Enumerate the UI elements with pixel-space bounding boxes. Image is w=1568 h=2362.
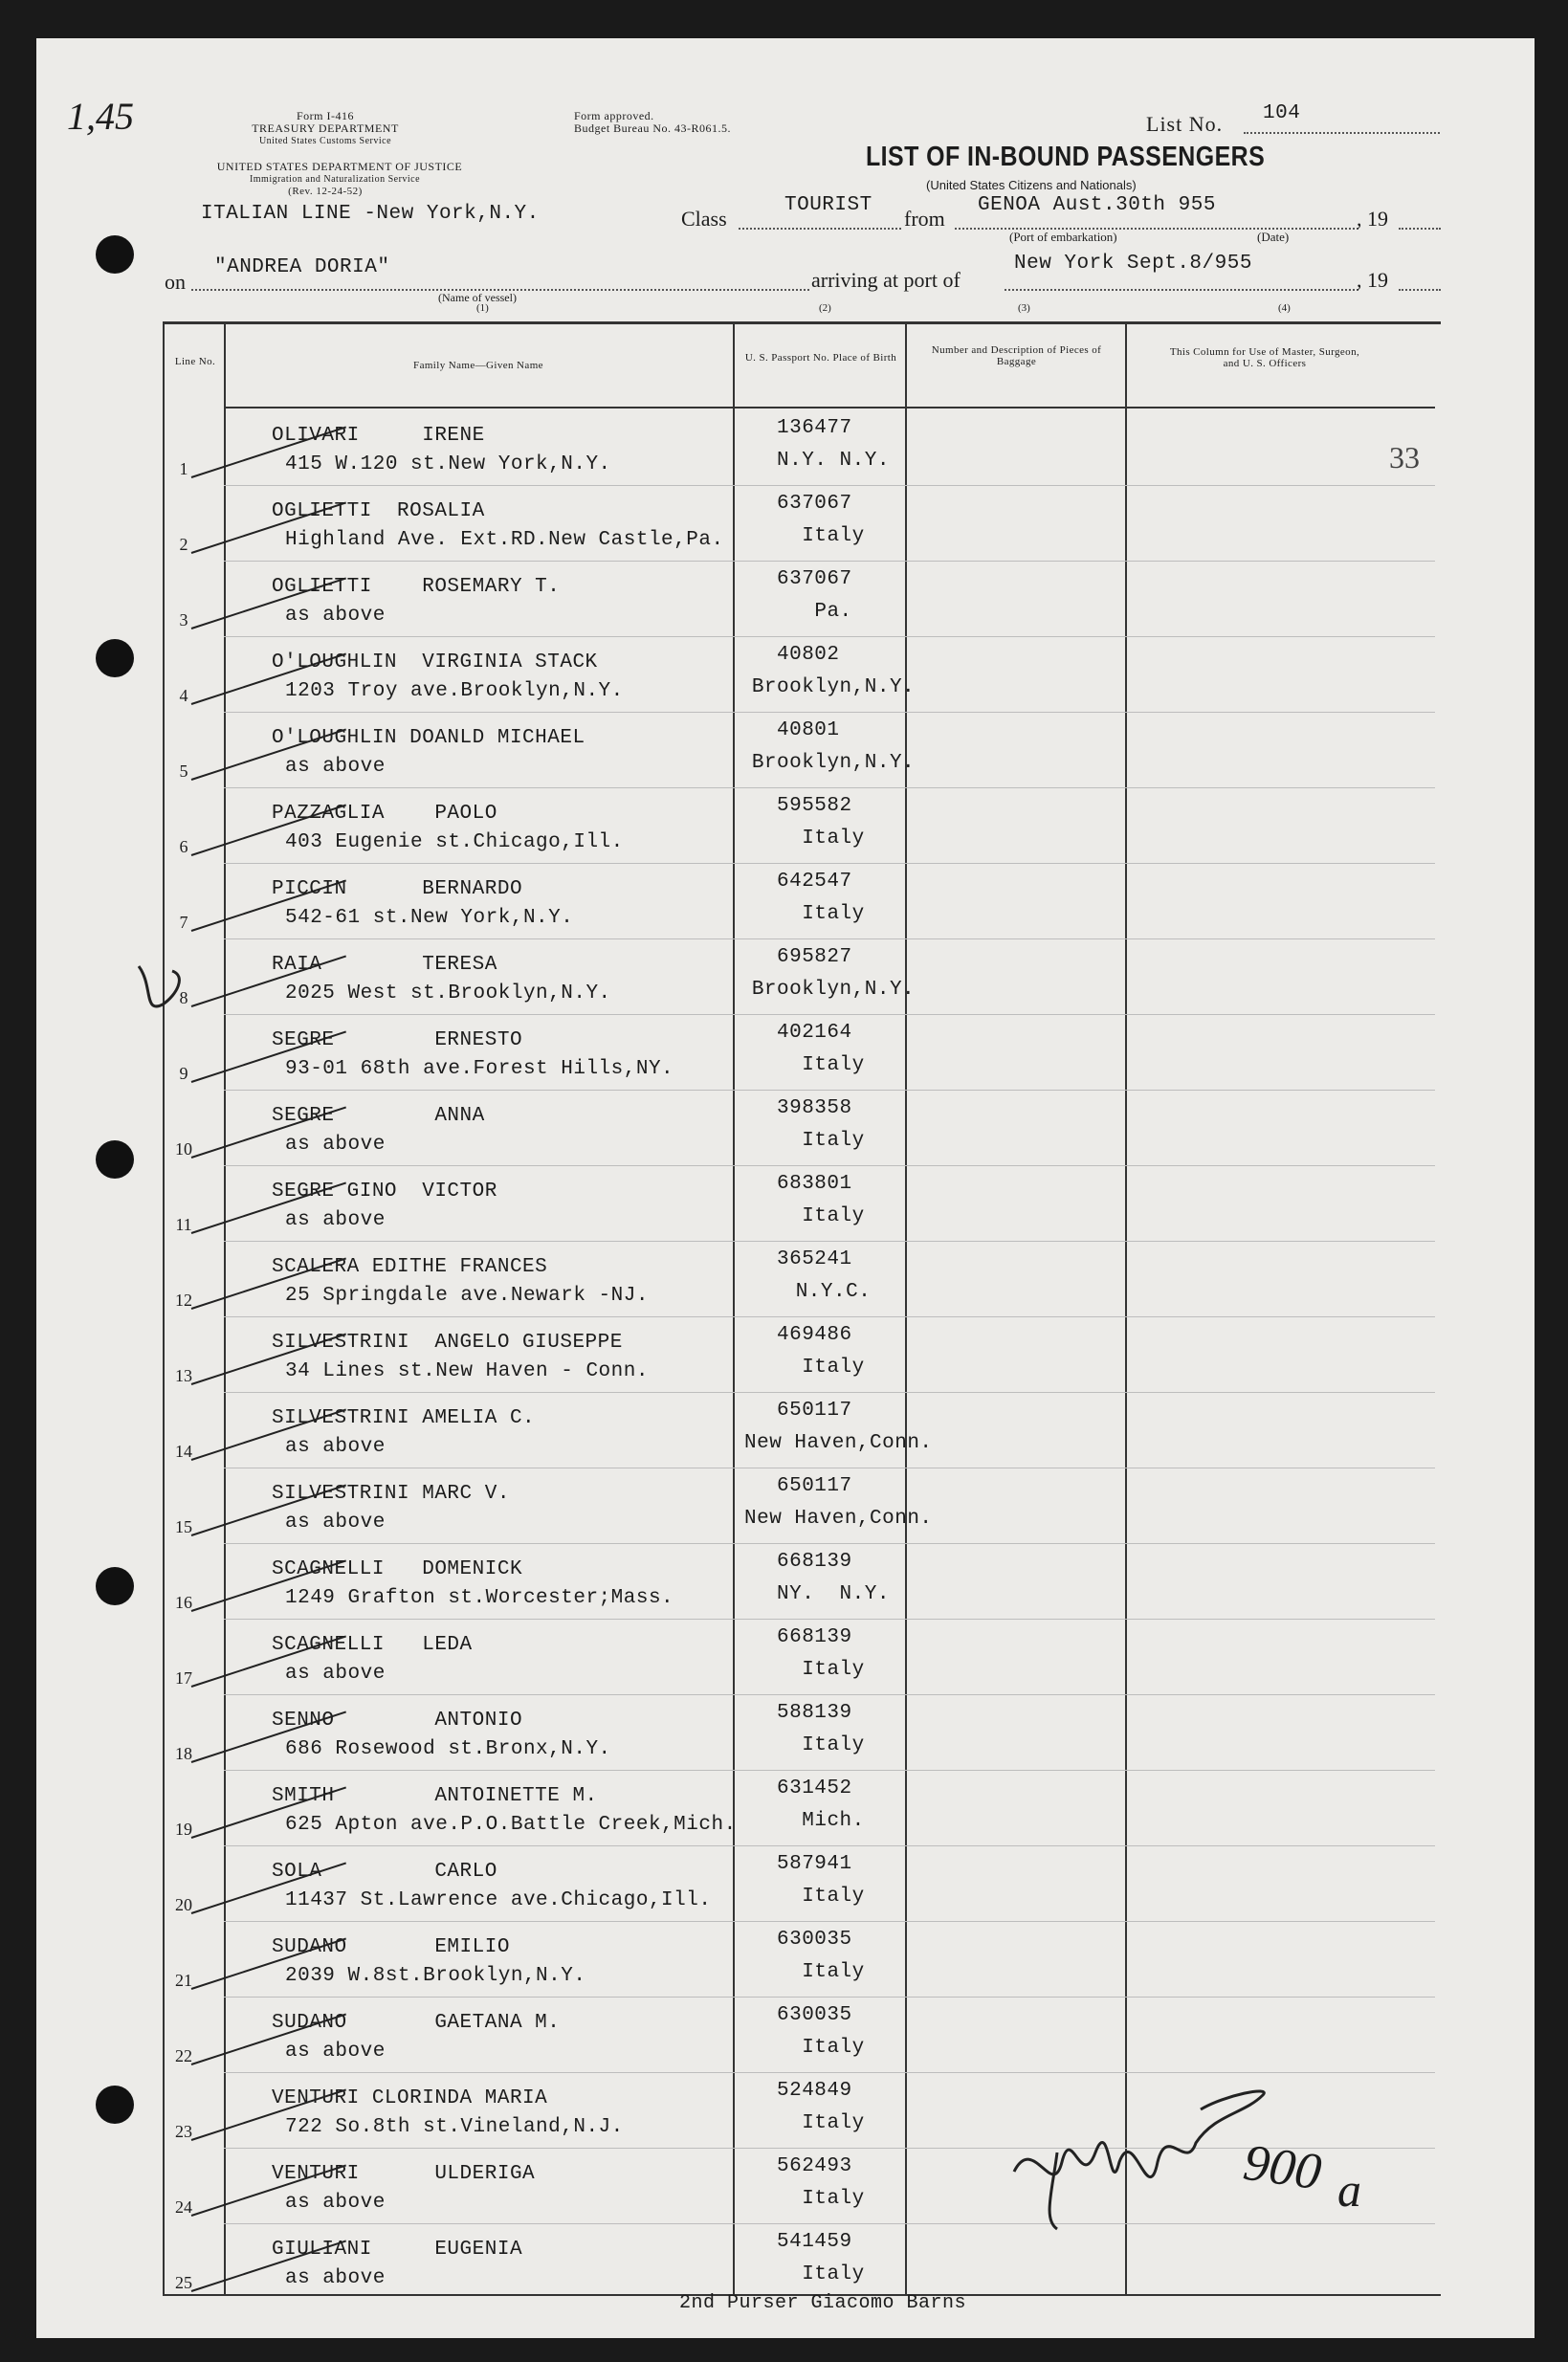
row-separator bbox=[224, 1997, 1435, 1998]
passport-number: 650117 bbox=[777, 1400, 852, 1422]
passenger-name: SMITH ANTOINETTE M. bbox=[272, 1785, 598, 1807]
passenger-address: as above bbox=[285, 1436, 386, 1458]
passport-number: 588139 bbox=[777, 1702, 852, 1724]
passenger-address: 1203 Troy ave.Brooklyn,N.Y. bbox=[285, 680, 624, 702]
line-number: 10 bbox=[175, 1139, 192, 1159]
passenger-name: OGLIETTI ROSEMARY T. bbox=[272, 576, 561, 598]
passenger-name: SCALERA EDITHE FRANCES bbox=[272, 1256, 548, 1278]
line-number: 14 bbox=[175, 1442, 192, 1461]
row-separator bbox=[224, 1090, 1435, 1091]
passenger-name: GIULIANI EUGENIA bbox=[272, 2239, 523, 2261]
place-of-birth: Italy bbox=[802, 2263, 865, 2285]
passenger-address: 93-01 68th ave.Forest Hills,NY. bbox=[285, 1058, 674, 1080]
passenger-address: 415 W.120 st.New York,N.Y. bbox=[285, 453, 611, 475]
line-number: 7 bbox=[179, 913, 188, 932]
line-number: 21 bbox=[175, 1971, 192, 1990]
immigration-service: Immigration and Naturalization Service bbox=[249, 174, 421, 185]
date-caption: (Date) bbox=[1257, 230, 1290, 244]
passenger-address: 2039 W.8st.Brooklyn,N.Y. bbox=[285, 1965, 586, 1987]
line-number: 8 bbox=[179, 988, 188, 1007]
passenger-address: 722 So.8th st.Vineland,N.J. bbox=[285, 2116, 624, 2138]
passenger-name: SOLA CARLO bbox=[272, 1861, 497, 1883]
passport-number: 630035 bbox=[777, 2004, 852, 2026]
place-of-birth: Brooklyn,N.Y. bbox=[751, 979, 916, 1001]
binder-hole bbox=[96, 235, 134, 274]
passenger-address: Highland Ave. Ext.RD.New Castle,Pa. bbox=[285, 529, 724, 551]
line-number: 24 bbox=[175, 2197, 192, 2217]
passenger-name: SEGRE ANNA bbox=[272, 1105, 485, 1127]
passport-number: 40802 bbox=[777, 644, 840, 666]
line-number: 15 bbox=[175, 1517, 192, 1536]
passport-number: 469486 bbox=[777, 1324, 852, 1346]
form-approved: Form approved. bbox=[574, 109, 654, 122]
place-of-birth: Italy bbox=[802, 1734, 865, 1756]
officer-mark: 33 bbox=[1389, 440, 1420, 475]
row-separator bbox=[224, 1241, 1435, 1242]
place-of-birth: Brooklyn,N.Y. bbox=[751, 752, 916, 774]
place-of-birth: Mich. bbox=[802, 1810, 865, 1832]
place-of-birth: Italy bbox=[802, 2188, 865, 2210]
passport-number: 650117 bbox=[777, 1475, 852, 1497]
justice-dept: UNITED STATES DEPARTMENT OF JUSTICE bbox=[216, 160, 463, 173]
passport-number: 642547 bbox=[777, 871, 852, 893]
caption-1: (1) bbox=[476, 302, 489, 314]
passenger-address: 403 Eugenie st.Chicago,Ill. bbox=[285, 831, 624, 853]
place-of-birth: Italy bbox=[802, 1886, 865, 1908]
row-separator bbox=[224, 1921, 1435, 1922]
passenger-address: as above bbox=[285, 2192, 386, 2214]
line-number: 22 bbox=[175, 2046, 192, 2065]
port-embarkation-caption: (Port of embarkation) bbox=[1009, 230, 1117, 244]
passenger-name: SUDANO GAETANA M. bbox=[272, 2012, 561, 2034]
row-separator bbox=[224, 1543, 1435, 1544]
arriving-value: New York Sept.8/955 bbox=[1014, 253, 1252, 275]
passport-number: 683801 bbox=[777, 1173, 852, 1195]
row-separator bbox=[224, 1619, 1435, 1620]
form-number: Form I-416 bbox=[297, 109, 354, 122]
arriving-dotline bbox=[1005, 289, 1358, 291]
passenger-address: as above bbox=[285, 1134, 386, 1156]
passport-number: 402164 bbox=[777, 1022, 852, 1044]
passport-number: 695827 bbox=[777, 946, 852, 968]
passport-number: 398358 bbox=[777, 1097, 852, 1119]
table-col-divider-1 bbox=[224, 323, 226, 2296]
caption-3: (3) bbox=[1018, 302, 1030, 314]
passport-number: 562493 bbox=[777, 2155, 852, 2177]
vessel-caption: (Name of vessel) bbox=[438, 291, 517, 304]
class-value: TOURIST bbox=[784, 194, 872, 216]
row-separator bbox=[224, 938, 1435, 939]
passenger-address: as above bbox=[285, 2267, 386, 2289]
passenger-address: as above bbox=[285, 2041, 386, 2063]
row-separator bbox=[224, 787, 1435, 788]
table-header-rule bbox=[224, 407, 1435, 408]
passport-number: 40801 bbox=[777, 719, 840, 741]
vessel-name: "ANDREA DORIA" bbox=[214, 256, 390, 278]
passenger-address: 34 Lines st.New Haven - Conn. bbox=[285, 1360, 649, 1382]
passenger-address: as above bbox=[285, 1512, 386, 1534]
revision: (Rev. 12-24-52) bbox=[288, 186, 363, 197]
place-of-birth: Italy bbox=[802, 1205, 865, 1227]
row-separator bbox=[224, 1770, 1435, 1771]
place-of-birth: Italy bbox=[802, 2112, 865, 2134]
binder-hole bbox=[96, 1567, 134, 1605]
place-of-birth: Italy bbox=[802, 1961, 865, 1983]
document-title: LIST OF IN-BOUND PASSENGERS bbox=[866, 142, 1266, 172]
column-header-name: Family Name—Given Name bbox=[413, 360, 543, 371]
line-number: 11 bbox=[175, 1215, 192, 1234]
passenger-address: 2025 West st.Brooklyn,N.Y. bbox=[285, 982, 611, 1004]
passenger-name: OLIVARI IRENE bbox=[272, 425, 485, 447]
column-header-baggage: Number and Description of Pieces of Baggage bbox=[931, 344, 1102, 367]
passenger-address: as above bbox=[285, 1209, 386, 1231]
document-subtitle: (United States Citizens and Nationals) bbox=[926, 178, 1137, 192]
binder-hole bbox=[96, 2086, 134, 2124]
passport-number: 595582 bbox=[777, 795, 852, 817]
passport-number: 524849 bbox=[777, 2080, 852, 2102]
passenger-address: 25 Springdale ave.Newark -NJ. bbox=[285, 1285, 649, 1307]
arriving-label: arriving at port of bbox=[811, 268, 961, 292]
passenger-name: SEGRE GINO VICTOR bbox=[272, 1181, 497, 1203]
binder-hole bbox=[96, 1140, 134, 1179]
passport-number: 668139 bbox=[777, 1626, 852, 1648]
purser-signature-line: 2nd Purser Giacomo Barns bbox=[679, 2292, 967, 2314]
table-col-divider-4 bbox=[1125, 323, 1127, 2296]
row-separator bbox=[224, 485, 1435, 486]
passenger-name: SUDANO EMILIO bbox=[272, 1936, 510, 1958]
on-label: on bbox=[165, 270, 186, 294]
caption-2: (2) bbox=[819, 302, 831, 314]
place-of-birth: Italy bbox=[802, 1357, 865, 1379]
passenger-name: PAZZAGLIA PAOLO bbox=[272, 803, 497, 825]
shipping-line: ITALIAN LINE -New York,N.Y. bbox=[201, 203, 540, 225]
column-header-passport: U. S. Passport No. Place of Birth bbox=[744, 352, 897, 364]
table-col-divider-2 bbox=[733, 323, 735, 2296]
passenger-name: O'LOUGHLIN DOANLD MICHAEL bbox=[272, 727, 585, 749]
place-of-birth: Italy bbox=[802, 525, 865, 547]
row-separator bbox=[224, 712, 1435, 713]
passenger-address: 625 Apton ave.P.O.Battle Creek,Mich. bbox=[285, 1814, 737, 1836]
passenger-name: SILVESTRINI MARC V. bbox=[272, 1483, 510, 1505]
column-header-officers: This Column for Use of Master, Surgeon, and U. S. Officers bbox=[1169, 346, 1360, 369]
margin-checkmark bbox=[134, 957, 191, 1024]
treasury-dept: TREASURY DEPARTMENT bbox=[252, 121, 399, 135]
place-of-birth: New Haven,Conn. bbox=[744, 1508, 933, 1530]
place-of-birth: NY. N.Y. bbox=[777, 1583, 890, 1605]
from-value: GENOA Aust.30th 955 bbox=[978, 194, 1216, 216]
place-of-birth: Italy bbox=[802, 903, 865, 925]
passenger-address: as above bbox=[285, 1663, 386, 1685]
line-number: 23 bbox=[175, 2122, 192, 2141]
row-separator bbox=[224, 863, 1435, 864]
year-dotline-1 bbox=[1399, 228, 1441, 230]
row-separator bbox=[224, 1316, 1435, 1317]
line-number: 20 bbox=[175, 1895, 192, 1914]
passenger-name: SEGRE ERNESTO bbox=[272, 1029, 523, 1051]
place-of-birth: Italy bbox=[802, 2037, 865, 2059]
passport-number: 637067 bbox=[777, 493, 852, 515]
place-of-birth: Italy bbox=[802, 1130, 865, 1152]
passenger-name: VENTURI CLORINDA MARIA bbox=[272, 2087, 548, 2109]
list-no-value: 104 bbox=[1263, 102, 1301, 124]
row-separator bbox=[224, 1845, 1435, 1846]
binder-hole bbox=[96, 639, 134, 677]
passport-number: 365241 bbox=[777, 1248, 852, 1270]
line-number: 2 bbox=[179, 535, 188, 554]
line-number: 25 bbox=[175, 2273, 192, 2292]
row-separator bbox=[224, 1392, 1435, 1393]
corner-handwritten-mark: 1,45 bbox=[67, 95, 134, 138]
line-number: 17 bbox=[175, 1668, 192, 1688]
place-of-birth: New Haven,Conn. bbox=[744, 1432, 933, 1454]
line-number: 13 bbox=[175, 1366, 192, 1385]
row-separator bbox=[224, 1694, 1435, 1695]
place-of-birth: Italy bbox=[802, 828, 865, 850]
passenger-address: 542-61 st.New York,N.Y. bbox=[285, 907, 574, 929]
place-of-birth: Italy bbox=[802, 1054, 865, 1076]
place-of-birth: N.Y.C. bbox=[795, 1281, 872, 1303]
year-suffix-1: , 19 bbox=[1357, 207, 1388, 231]
passenger-name: OGLIETTI ROSALIA bbox=[272, 500, 485, 522]
line-number: 3 bbox=[179, 610, 188, 629]
column-header-line-no: Line No. bbox=[174, 356, 216, 367]
list-no-label: List No. bbox=[1146, 112, 1224, 136]
passport-number: 668139 bbox=[777, 1551, 852, 1573]
passenger-name: VENTURI ULDERIGA bbox=[272, 2163, 536, 2185]
passenger-address: 11437 St.Lawrence ave.Chicago,Ill. bbox=[285, 1889, 712, 1911]
passenger-address: as above bbox=[285, 756, 386, 778]
line-number: 19 bbox=[175, 1820, 192, 1839]
passenger-name: PICCIN BERNARDO bbox=[272, 878, 523, 900]
caption-4: (4) bbox=[1278, 302, 1291, 314]
line-number: 5 bbox=[179, 762, 188, 781]
line-number: 4 bbox=[179, 686, 188, 705]
passport-number: 631452 bbox=[777, 1777, 852, 1799]
passport-number: 541459 bbox=[777, 2231, 852, 2253]
passport-number: 630035 bbox=[777, 1929, 852, 1951]
class-label: Class bbox=[681, 207, 727, 231]
line-number: 12 bbox=[175, 1291, 192, 1310]
from-label: from bbox=[904, 207, 945, 231]
passport-number: 637067 bbox=[777, 568, 852, 590]
signature-suffix: a bbox=[1337, 2163, 1361, 2217]
place-of-birth: Italy bbox=[802, 1659, 865, 1681]
passenger-name: SCAGNELLI LEDA bbox=[272, 1634, 473, 1656]
table-top-rule bbox=[163, 321, 1441, 324]
row-separator bbox=[224, 636, 1435, 637]
place-of-birth: N.Y. N.Y. bbox=[777, 450, 890, 472]
budget-bureau: Budget Bureau No. 43-R061.5. bbox=[574, 121, 731, 135]
passenger-address: 1249 Grafton st.Worcester;Mass. bbox=[285, 1587, 674, 1609]
year-dotline-2 bbox=[1399, 289, 1441, 291]
line-number: 1 bbox=[179, 459, 188, 478]
passenger-name: O'LOUGHLIN VIRGINIA STACK bbox=[272, 651, 598, 673]
passenger-name: RAIA TERESA bbox=[272, 954, 497, 976]
line-number: 9 bbox=[179, 1064, 188, 1083]
passenger-name: SILVESTRINI AMELIA C. bbox=[272, 1407, 536, 1429]
passenger-name: SILVESTRINI ANGELO GIUSEPPE bbox=[272, 1332, 623, 1354]
passenger-address: 686 Rosewood st.Bronx,N.Y. bbox=[285, 1738, 611, 1760]
passenger-name: SCAGNELLI DOMENICK bbox=[272, 1558, 523, 1580]
passenger-name: SENNO ANTONIO bbox=[272, 1710, 523, 1732]
row-separator bbox=[224, 1014, 1435, 1015]
customs-service: United States Customs Service bbox=[258, 136, 392, 146]
row-separator bbox=[224, 1165, 1435, 1166]
row-separator bbox=[224, 561, 1435, 562]
line-number: 16 bbox=[175, 1593, 192, 1612]
place-of-birth: Pa. bbox=[814, 601, 852, 623]
passport-number: 136477 bbox=[777, 417, 852, 439]
line-number: 6 bbox=[179, 837, 188, 856]
class-dotline bbox=[739, 228, 901, 230]
passenger-address: as above bbox=[285, 605, 386, 627]
year-suffix-2: , 19 bbox=[1357, 268, 1388, 292]
signature-note: 900 bbox=[1240, 2132, 1325, 2201]
line-number: 18 bbox=[175, 1744, 192, 1763]
list-no-dotline bbox=[1244, 132, 1440, 134]
place-of-birth: Brooklyn,N.Y. bbox=[751, 676, 916, 698]
passport-number: 587941 bbox=[777, 1853, 852, 1875]
